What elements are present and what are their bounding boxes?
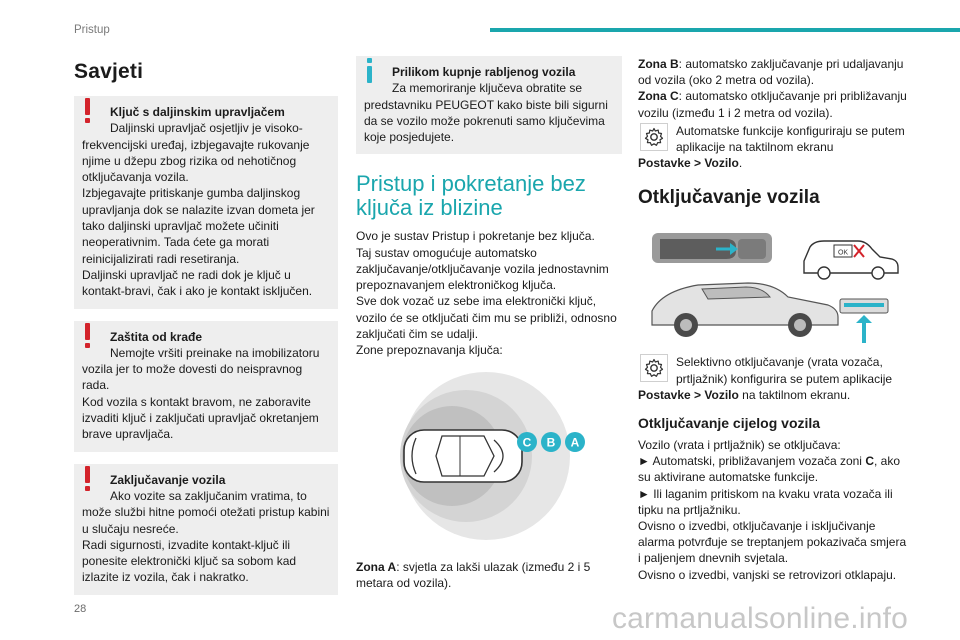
info-box-text: predstavniku PEUGEOT kako biste bili sigurni da se vozilo može pokrenuti samo ključevima koje posjedujete. — [364, 97, 608, 145]
warning-box-text: može službi hitne pomoći otežati pristup kabini u slučaju nesreće. — [82, 505, 330, 536]
warning-box-first-line: Nemojte vršiti preinake na imobilizatoru — [110, 345, 320, 360]
selective-unlock-text: Selektivno otključavanje (vrata vozača, prtljažnik) konfigurira se putem aplikacije — [676, 355, 893, 386]
door-handle-icon — [652, 233, 772, 263]
header-section-label: Pristup — [74, 24, 110, 36]
warning-box-first-line: Daljinski upravljač osjetljiv je visoko- — [110, 121, 303, 136]
warning-box-remote — [74, 96, 338, 309]
zone-badge-c — [517, 432, 537, 452]
unlocking-diagram — [638, 225, 910, 343]
header-accent-bar — [490, 28, 960, 32]
warning-box-locking — [74, 464, 338, 595]
car-top-view-icon — [404, 430, 522, 482]
sentence-end: na taktilnom ekranu. — [738, 387, 851, 402]
zone-b-text: : automatsko zaključavanje pri udaljavanju od vozila (oko 2 metra od vozila). — [638, 57, 904, 88]
text-run: , ako su aktivirane automatske funkcije. — [638, 454, 900, 485]
zone-c-label: Zona C — [638, 89, 679, 104]
warning-box-head — [82, 472, 330, 505]
warning-box-text: Kod vozila s kontakt bravom, ne zaboravite izvaditi ključ i zaključati upravljač okretanjem brave upravljača. — [82, 394, 319, 442]
unlocking-title: Otključavanje vozila — [638, 187, 820, 209]
info-box-used-vehicle — [356, 56, 622, 154]
warning-box-title: Zaštita od krađe — [110, 329, 203, 344]
selective-unlock-path — [638, 387, 910, 403]
warning-box-title: Zaključavanje vozila — [110, 472, 226, 487]
warning-box-theft — [74, 321, 338, 452]
zone-label-c: C — [522, 435, 532, 450]
paragraph: Ovisno o izvedbi, otključavanje i isključivanje alarma potvrđuje se treptanjem pokazivača smjera i paljenjem dnevnih svjetala. — [638, 519, 907, 566]
tips-title: Savjeti — [74, 60, 144, 83]
paragraph: Taj sustav omogućuje automatsko zaključavanje/otključavanje vozila jednostavnim prepoznavanjem elektroničkog ključa. — [356, 245, 609, 293]
warning-box-title: Ključ s daljinskim upravljačem — [110, 105, 285, 119]
unlock-whole-vehicle-title: Otključavanje cijelog vozila — [638, 415, 821, 432]
auto-functions-note — [638, 123, 910, 172]
warning-box-text: Izbjegavajte pritiskanje gumba daljinskog upravljanja dok se nalazite izvan dometa jer tako daljinski upravljač možete učiniti neoperativnim. Tada ćete ga morati reinicijalizirati radi resetiranja. — [82, 186, 315, 266]
warning-box-text: Daljinski upravljač ne radi dok je ključ u kontakt-bravi, čak i ako je kontakt isključen. — [82, 267, 313, 299]
paragraph: Ovo je sustav Pristup i pokretanje bez ključa. — [356, 229, 595, 244]
keyless-title: Pristup i pokretanje bez ključa iz blizine — [356, 171, 586, 221]
paragraph: Vozilo (vrata i prtljažnik) se otključava: — [638, 438, 841, 453]
warning-box-head — [82, 104, 330, 137]
key-zones-diagram — [356, 368, 622, 546]
column-tips — [74, 56, 338, 607]
car-side-ok-icon — [804, 241, 898, 279]
zone-label-b: B — [546, 435, 556, 450]
auto-functions-path — [638, 155, 910, 171]
zone-label-a: A — [570, 435, 580, 450]
zone-badge-a — [565, 432, 585, 452]
text-run: ► Automatski, približavanjem vozača zoni — [638, 454, 866, 469]
column-keyless — [356, 56, 622, 592]
info-box-head — [364, 64, 614, 97]
zone-a-text: : svjetla za lakši ulazak (između 2 i 5 metara od vozila). — [356, 560, 591, 591]
settings-path: Postavke > Vozilo — [638, 387, 739, 402]
info-box-first-line: Za memoriranje ključeva obratite se — [392, 81, 583, 96]
warning-box-first-line: Ako vozite sa zaključanim vratima, to — [110, 488, 307, 503]
ok-label: OK — [837, 249, 849, 257]
zone-c-ref: C — [865, 454, 874, 469]
settings-gear-icon — [640, 123, 668, 151]
paragraph: Zone prepoznavanja ključa: — [356, 342, 503, 357]
settings-path: Postavke > Vozilo — [638, 156, 739, 171]
zone-c-description — [638, 88, 910, 120]
warning-box-text: Radi sigurnosti, izvadite kontakt-ključ ili ponesite elektronički ključ sa sobom kad izlazite iz vozila, čak i nakratko. — [82, 537, 297, 585]
zone-b-description — [638, 56, 910, 88]
sentence-end: . — [738, 156, 743, 171]
car-rear-icon — [652, 283, 888, 343]
zone-c-text: : automatsko otključavanje pri približavanju vozilu (između 1 i 2 metra od vozila). — [638, 89, 907, 120]
settings-gear-icon — [640, 354, 668, 382]
info-box-title: Prilikom kupnje rabljenog vozila — [392, 65, 576, 79]
zone-badge-b — [541, 432, 561, 452]
watermark: carmanualsonline.info — [611, 602, 908, 635]
zone-a-label: Zona A — [356, 560, 397, 575]
warning-box-text: frekvencijski uređaj, izbjegavajte rukovanje njime u džepu zbog rizika od nehotičnog otključavanja vozila. — [82, 137, 310, 185]
warning-box-text: vozila jer to može dovesti do neispravnog rada. — [82, 362, 303, 393]
warning-box-head — [82, 329, 330, 362]
selective-unlock-note — [638, 354, 910, 403]
paragraph — [638, 453, 910, 485]
paragraph: ► Ili laganim pritiskom na kvaku vrata vozača ili tipku na prtljažniku. — [638, 486, 893, 517]
unlock-whole-vehicle-text — [638, 437, 910, 583]
keyless-text — [356, 228, 622, 358]
zone-b-label: Zona B — [638, 57, 679, 71]
column-unlocking — [638, 56, 910, 583]
auto-functions-text: Automatske funkcije konfiguriraju se putem aplikacije na taktilnom ekranu — [676, 123, 905, 155]
paragraph: Sve dok vozač uz sebe ima elektronički ključ, vozilo će se otključati čim mu se približi, odnosno zaključati čim se udalji. — [356, 294, 617, 341]
zone-a-description — [356, 559, 622, 591]
paragraph: Ovisno o izvedbi, vanjski se retrovizori otklapaju. — [638, 567, 897, 582]
page-number: 28 — [74, 603, 87, 615]
